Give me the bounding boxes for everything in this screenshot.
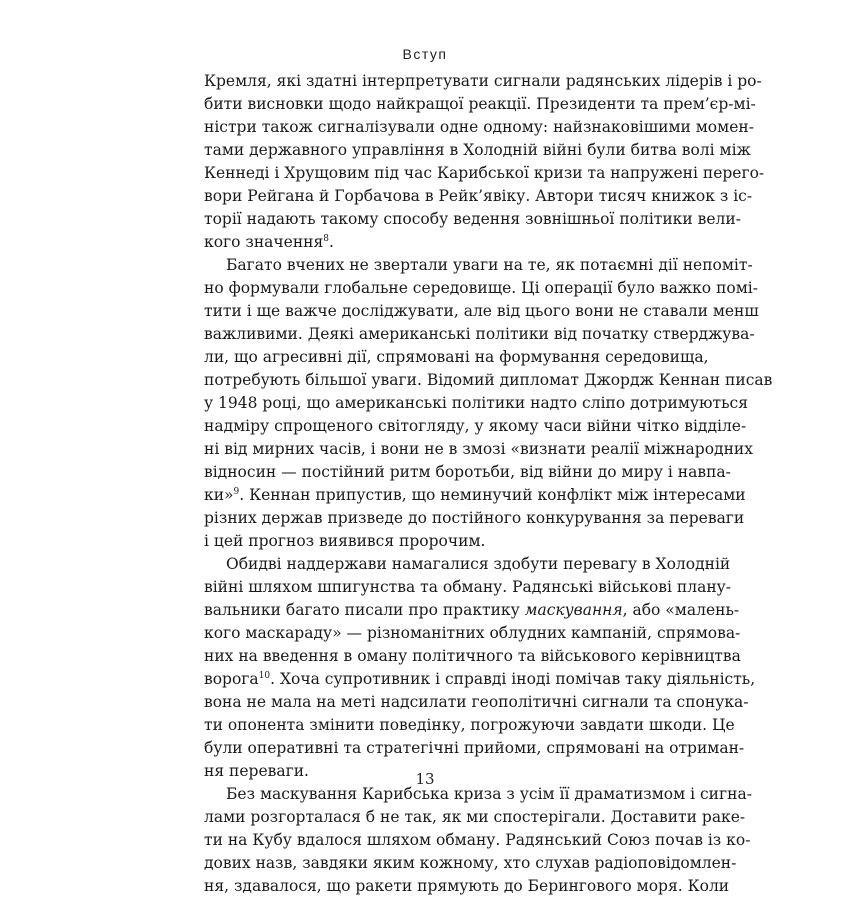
line-text-continued: . <box>329 233 334 251</box>
text-line <box>204 116 754 139</box>
line-text: тити і ще важче досліджувати, але від цього вони не ставали менш <box>204 302 759 320</box>
text-line <box>204 323 755 346</box>
line-text: кого маскараду» — різноманітних облудних кампаній, спрямова- <box>204 624 741 642</box>
line-text: вальники багато писали про практику <box>204 601 525 619</box>
text-line <box>204 415 747 438</box>
line-text: кого значення <box>204 233 324 251</box>
text-line <box>204 714 735 737</box>
line-text: у 1948 році, що американські політики надто сліпо дотримуються <box>204 394 748 412</box>
text-line <box>204 185 753 208</box>
line-text: ли, що агресивні дії, спрямовані на формування середовища, <box>204 348 709 366</box>
line-text: дових назв, завдяки яким кожному, хто слухав радіоповідомлен- <box>204 854 737 872</box>
text-line <box>204 392 748 415</box>
text-line <box>204 829 751 852</box>
text-line <box>204 254 753 277</box>
italic-term: маскування <box>524 601 623 619</box>
text-line <box>204 369 773 392</box>
line-text: бити висновки щодо найкращої реакції. Президенти та прем’єр-мі- <box>204 95 756 113</box>
line-text: потребують більшої уваги. Відомий дипломат Джордж Кеннан писав <box>204 371 773 389</box>
text-line <box>204 484 746 507</box>
footnote-marker: 8 <box>323 233 330 244</box>
line-text: но формували глобальне середовище. Ці операції було важко помі- <box>204 279 758 297</box>
line-text: лами розгорталася б не так, як ми спостерігали. Доставити раке- <box>204 808 746 826</box>
line-text: відносин — постійний ритм боротьби, від війни до миру і навпа- <box>204 463 731 481</box>
line-text: важливими. Деякі американські політики від початку стверджува- <box>204 325 755 343</box>
line-text: різних держав призведе до постійного конкурування за переваги <box>204 509 745 527</box>
line-text: вори Рейгана й Горбачова в Рейк’явіку. Автори тисяч книжок з іс- <box>204 187 753 205</box>
line-text: Багато вчених не звертали уваги на те, як потаємні дії непоміт- <box>226 256 753 274</box>
text-line <box>204 645 741 668</box>
text-line <box>204 599 740 622</box>
line-text-continued: . Кеннан припустив, що неминучий конфлікт між інтересами <box>239 486 746 504</box>
footnote-marker: 10 <box>258 670 271 681</box>
text-line <box>204 346 709 369</box>
line-text: ністри також сигналізували одне одному: найзнаковішими момен- <box>204 118 754 136</box>
line-text: Обидві наддержави намагалися здобути перевагу в Холодній <box>226 555 731 573</box>
line-text: Кеннеді і Хрущовим під час Карибської кризи та напружені перего- <box>204 164 765 182</box>
running-head: Вступ <box>402 46 448 62</box>
line-text: ворога <box>204 670 259 688</box>
text-line <box>204 530 648 553</box>
line-text: ня, здавалося, що ракети прямують до Берингового моря. Коли <box>204 877 730 895</box>
text-line <box>204 737 745 760</box>
text-line <box>204 622 741 645</box>
line-text: вона не мала на меті надсилати геополітичні сигнали та спонука- <box>204 693 749 711</box>
text-line <box>204 553 731 576</box>
line-text: ти опонента змінити поведінку, погрожуючи завдати шкоди. Це <box>204 716 735 734</box>
line-text-continued: , або «малень- <box>622 601 740 619</box>
text-line <box>204 806 746 829</box>
line-text: і цей прогноз виявився пророчим. <box>204 532 486 550</box>
text-line <box>204 139 751 162</box>
line-text: торії надають такому способу ведення зовнішньої політики вели- <box>204 210 741 228</box>
text-line <box>204 93 756 116</box>
page-number: 13 <box>415 770 435 788</box>
text-line <box>204 300 759 323</box>
text-line <box>204 231 648 254</box>
text-line <box>204 576 732 599</box>
line-text: ки» <box>204 486 234 504</box>
text-line <box>204 507 745 530</box>
line-text: ня переваги. <box>204 762 309 780</box>
line-text: них на введення в оману політичного та військового керівництва <box>204 647 741 665</box>
text-line <box>204 668 756 691</box>
line-text: Без маскування Карибська криза з усім її драматизмом і сигна- <box>226 785 752 803</box>
line-text: ні від мирних часів, і вони не в змозі «визнати реалії міжнародних <box>204 440 753 458</box>
line-text: війні шляхом шпигунства та обману. Радянські військові плану- <box>204 578 732 596</box>
line-text: надміру спрощеного світогляду, у якому часи війни чітко відділе- <box>204 417 747 435</box>
text-line <box>204 461 731 484</box>
line-text: були оперативні та стратегічні прийоми, спрямовані на отриман- <box>204 739 745 757</box>
text-line <box>204 852 737 875</box>
text-line <box>204 277 758 300</box>
text-line <box>204 162 765 185</box>
line-text: тами державного управління в Холодній війні були битва волі між <box>204 141 751 159</box>
text-line <box>204 438 753 461</box>
text-line <box>204 691 749 714</box>
footnote-marker: 9 <box>233 486 240 497</box>
line-text: Кремля, які здатні інтерпретувати сигнали радянських лідерів і ро- <box>204 72 762 90</box>
text-line <box>204 875 730 898</box>
line-text-continued: . Хоча супротивник і справді іноді помічав таку діяльність, <box>270 670 756 688</box>
text-line <box>204 208 741 231</box>
line-text: ти на Кубу вдалося шляхом обману. Радянський Союз почав із ко- <box>204 831 751 849</box>
text-line <box>204 70 762 93</box>
